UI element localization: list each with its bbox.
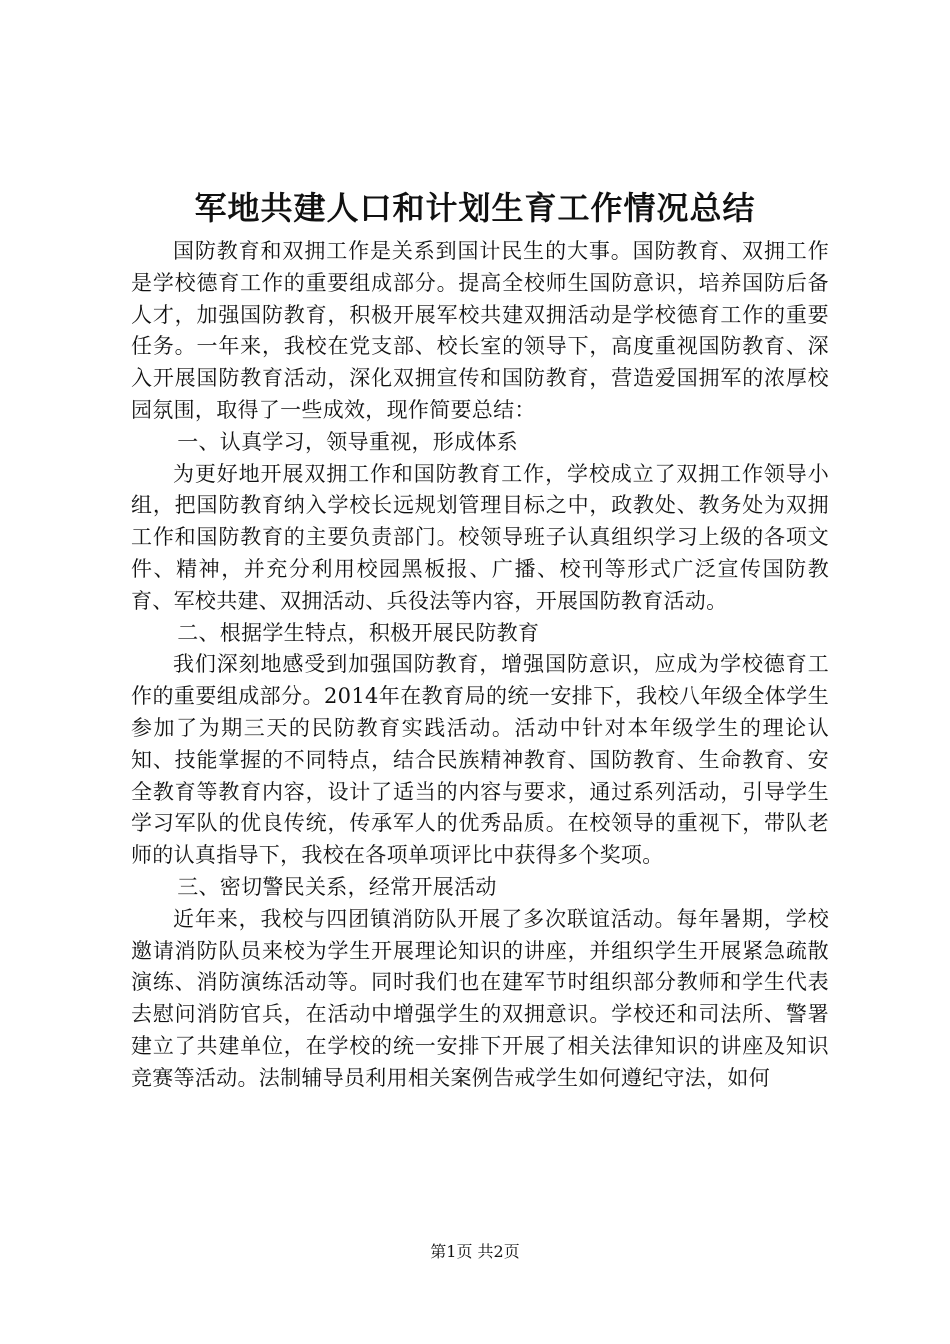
section-heading-3: 三、密切警民关系，经常开展活动 (177, 874, 497, 899)
document-body (131, 236, 829, 1095)
paragraph-section-3: 近年来，我校与四团镇消防队开展了多次联谊活动。每年暑期，学校邀请消防队员来校为学生开展理论知识的讲座，并组织学生开展紧急疏散演练、消防演练活动等。同时我们也在建军节时组织部分教师和学生代表去慰问消防官兵，在活动中增强学生的双拥意识。学校还和司法所、警署建立了共建单位，在学校的统一安排下开展了相关法律知识的讲座及知识竞赛等活动。法制辅导员利用相关案例告戒学生如何遵纪守法，如何 (131, 906, 829, 1090)
document-title: 军地共建人口和计划生育工作情况总结 (194, 189, 756, 227)
page-number-footer: 第1页 共2页 (430, 1242, 520, 1261)
section-heading-2: 二、根据学生特点，积极开展民防教育 (177, 620, 540, 645)
paragraph-intro: 国防教育和双拥工作是关系到国计民生的大事。国防教育、双拥工作是学校德育工作的重要组成部分。提高全校师生国防意识，培养国防后备人才，加强国防教育，积极开展军校共建双拥活动是学校德育工作的重要任务。一年来，我校在党支部、校长室的领导下，高度重视国防教育、深入开展国防教育活动，深化双拥宣传和国防教育，营造爱国拥军的浓厚校园氛围，取得了一些成效，现作简要总结： (131, 239, 829, 422)
section-heading-1: 一、认真学习，领导重视，形成体系 (177, 429, 518, 454)
paragraph-section-2: 我们深刻地感受到加强国防教育，增强国防意识，应成为学校德育工作的重要组成部分。2014年在教育局的统一安排下，我校八年级全体学生参加了为期三天的民防教育实践活动。活动中针对本年级学生的理论认知、技能掌握的不同特点，结合民族精神教育、国防教育、生命教育、安全教育等教育内容，设计了适当的内容与要求，通过系列活动，引导学生学习军队的优良传统，传承军人的优秀品质。在校领导的重视下，带队老师的认真指导下，我校在各项单项评比中获得多个奖项。 (131, 652, 829, 868)
paragraph-section-1: 为更好地开展双拥工作和国防教育工作，学校成立了双拥工作领导小组，把国防教育纳入学校长远规划管理目标之中，政教处、教务处为双拥工作和国防教育的主要负责部门。校领导班子认真组织学习上级的各项文件、精神，并充分利用校园黑板报、广播、校刊等形式广泛宣传国防教育、军校共建、双拥活动、兵役法等内容，开展国防教育活动。 (131, 461, 829, 613)
